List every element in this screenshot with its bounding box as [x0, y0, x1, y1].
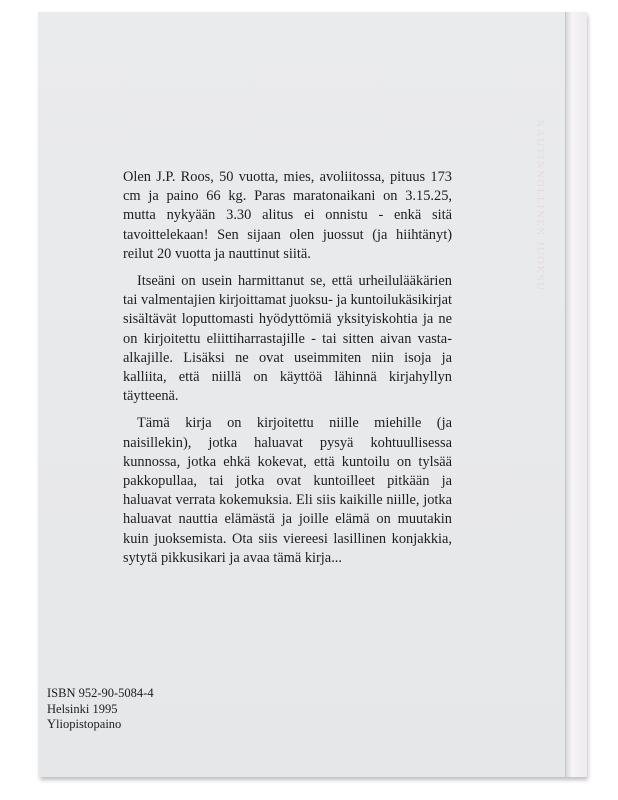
spine-title: NAUTINNOLLINEN JUOKSU	[534, 120, 545, 292]
isbn-line: ISBN 952-90-5084-4	[47, 686, 154, 700]
place-year-line: Helsinki 1995	[47, 701, 118, 716]
blurb-paragraph-3: Tämä kirja on kirjoitettu niille miehille (ja naisillekin), jotka haluavat pysyä kohtuullisessa kunnossa, jotka ehkä kokevat, että kuntoilu on tylsää pakkopullaa, tai jotka ovat kuntoilleet pitkään ja haluavat verrata kokemuksia. Eli siis kaikille niille, jotka haluavat nauttia elämästä ja joille elämä on muutakin kuin juoksemista. Ota siis viereesi lasillinen konjakkia, sytytä pikkusikari ja avaa tämä kirja...	[123, 415, 452, 566]
printer-line: Yliopistopaino	[47, 717, 122, 731]
blurb-text	[123, 168, 452, 568]
blurb-paragraph-2: Itseäni on usein harmittanut se, että urheilulääkärien tai valmentajien kirjoittamat juoksu- ja kuntoilukäsikirjat sisältävät loputtomasti hyödyttömiä yksityiskohtia ja ne on kirjoitettu eliittiharrastajille - tai sitten aivan vasta-alkajille. Lisäksi ne ovat useimmiten niin isoja ja kalliita, että niillä on käyttöä lähinnä kirjahyllyn täytteenä.	[123, 273, 452, 405]
imprint-block	[47, 686, 154, 733]
blurb-paragraph-1: Olen J.P. Roos, 50 vuotta, mies, avoliitossa, pituus 173 cm ja paino 66 kg. Paras maratonaikani on 3.15.25, mutta nykyään 3.30 alitus ei onnistu - enkä sitä tavoittelekaan! Sen sijaan olen juossut (ja hiihtänyt) reilut 20 vuotta ja nauttinut siitä.	[123, 169, 452, 262]
spine-edge	[565, 12, 587, 777]
